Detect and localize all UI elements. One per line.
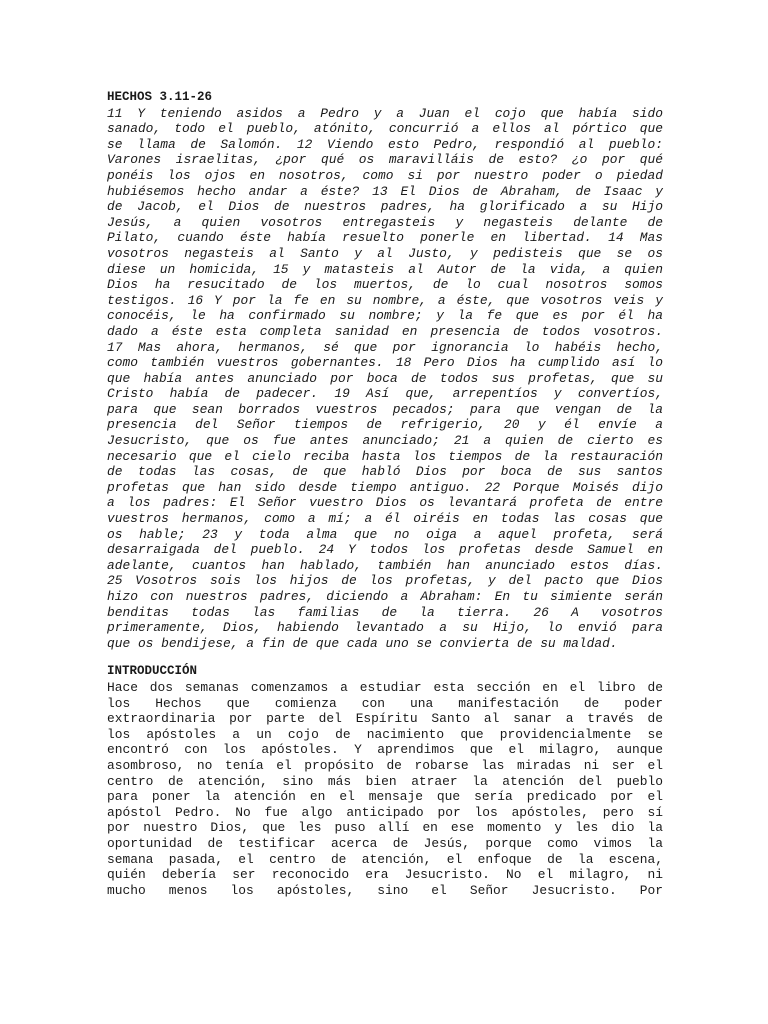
passage-line: 17 Mas ahora, hermanos, sé que por ignorancia lo habéis hecho, [107, 339, 663, 355]
intro-line: mucho menos los apóstoles, sino el Señor Jesucristo. Por [107, 882, 663, 898]
intro-line: apóstol Pedro. No fue algo anticipado por los apóstoles, pero sí [107, 804, 663, 820]
passage-line: os hable; 23 y toda alma que no oiga a aquel profeta, será [107, 526, 663, 542]
passage-line: que os bendijese, a fin de que cada uno se convierta de su maldad. [107, 635, 618, 651]
passage-line: se llama de Salomón. 12 Viendo esto Pedro, respondió al pueblo: [107, 136, 663, 152]
passage-line: para que sean borrados vuestros pecados; para que vengan de la [107, 401, 663, 417]
passage-line: de Jacob, el Dios de nuestros padres, ha glorificado a su Hijo [107, 199, 663, 215]
intro-title: INTRODUCCIÓN [107, 664, 198, 679]
passage-line: adelante, cuantos han hablado, también han anunciado estos días. [107, 557, 663, 573]
document-page [107, 90, 663, 898]
passage-line: Pilato, cuando éste había resuelto ponerle en libertad. 14 Mas [107, 230, 663, 246]
passage-section [107, 90, 663, 651]
intro-line: centro de atención, sino más bien atraer la atención del pueblo [107, 773, 663, 789]
passage-line: Jesucristo, que os fue antes anunciado; 21 a quien de cierto es [107, 433, 663, 449]
passage-line: diese un homicida, 15 y matasteis al Autor de la vida, a quien [107, 261, 663, 277]
intro-line: oportunidad de testificar acerca de Jesús, porque como vimos la [107, 835, 663, 851]
passage-body [107, 106, 663, 652]
passage-line: Jesús, a quien vosotros entregasteis y negasteis delante de [107, 214, 663, 230]
passage-line: desarraigada del pueblo. 24 Y todos los profetas desde Samuel en [107, 542, 663, 558]
passage-line: de todas las cosas, de que habló Dios por boca de sus santos [107, 464, 663, 480]
passage-line: dado a éste esta completa sanidad en presencia de todos vosotros. [107, 323, 663, 339]
passage-line: a los padres: El Señor vuestro Dios os levantará profeta de entre [107, 495, 663, 511]
section-gap [107, 651, 663, 664]
intro-line: por nuestro Dios, que les puso allí en ese momento y les dio la [107, 820, 663, 836]
passage-line: Dios ha resucitado de los muertos, de lo cual nosotros somos [107, 277, 663, 293]
passage-line: vuestros hermanos, como a mí; a él oiréis en todas las cosas que [107, 511, 663, 527]
intro-line: los apóstoles a un cojo de nacimiento que providencialmente se [107, 726, 663, 742]
intro-section [107, 664, 663, 898]
passage-line: conocéis, le ha confirmado su nombre; y la fe que es por él ha [107, 308, 663, 324]
passage-line: que había antes anunciado por boca de todos sus profetas, que su [107, 370, 663, 386]
passage-line: como también vuestros gobernantes. 18 Pero Dios ha cumplido así lo [107, 355, 663, 371]
passage-line: sanado, todo el pueblo, atónito, concurrió a ellos al pórtico que [107, 121, 663, 137]
intro-line: los Hechos que comienza con una manifestación de poder [107, 695, 663, 711]
passage-line: necesario que el cielo reciba hasta los tiempos de la restauración [107, 448, 663, 464]
passage-line: benditas todas las familias de la tierra. 26 A vosotros [107, 604, 663, 620]
intro-line: extraordinaria por parte del Espíritu Santo al sanar a través de [107, 711, 663, 727]
passage-line: Varones israelitas, ¿por qué os maravilláis de esto? ¿o por qué [107, 152, 663, 168]
intro-body [107, 680, 663, 898]
intro-line: Hace dos semanas comenzamos a estudiar esta sección en el libro de [107, 679, 663, 695]
passage-line: presencia del Señor tiempos de refrigerio, 20 y él envíe a [107, 417, 663, 433]
passage-line: 25 Vosotros sois los hijos de los profetas, y del pacto que Dios [107, 573, 663, 589]
passage-line: primeramente, Dios, habiendo levantado a su Hijo, lo envió para [107, 620, 663, 636]
passage-line: testigos. 16 Y por la fe en su nombre, a éste, que vosotros veis y [107, 292, 663, 308]
passage-line: profetas que han sido desde tiempo antiguo. 22 Porque Moisés dijo [107, 479, 663, 495]
passage-line: hizo con nuestros padres, diciendo a Abraham: En tu simiente serán [107, 589, 663, 604]
intro-line: asombroso, no tenía el propósito de robarse las miradas ni ser el [107, 757, 663, 773]
passage-line: vosotros negasteis al Santo y al Justo, y pedisteis que se os [107, 245, 663, 261]
intro-line: encontró con los apóstoles. Y aprendimos que el milagro, aunque [107, 742, 663, 758]
passage-line: ponéis los ojos en nosotros, como si por nuestro poder o piedad [107, 167, 663, 183]
intro-line: semana pasada, el centro de atención, el enfoque de la escena, [107, 851, 663, 867]
passage-title: HECHOS 3.11-26 [107, 90, 213, 104]
intro-line: quién debería ser reconocido era Jesucristo. No el milagro, ni [107, 867, 663, 883]
passage-line: Cristo había de padecer. 19 Así que, arrepentíos y convertíos, [107, 386, 663, 402]
passage-line: 11 Y teniendo asidos a Pedro y a Juan el cojo que había sido [107, 105, 663, 121]
passage-line: hubiésemos hecho andar a éste? 13 El Dios de Abraham, de Isaac y [107, 183, 663, 199]
intro-line: para poner la atención en el mensaje que sería predicado por el [107, 789, 663, 805]
